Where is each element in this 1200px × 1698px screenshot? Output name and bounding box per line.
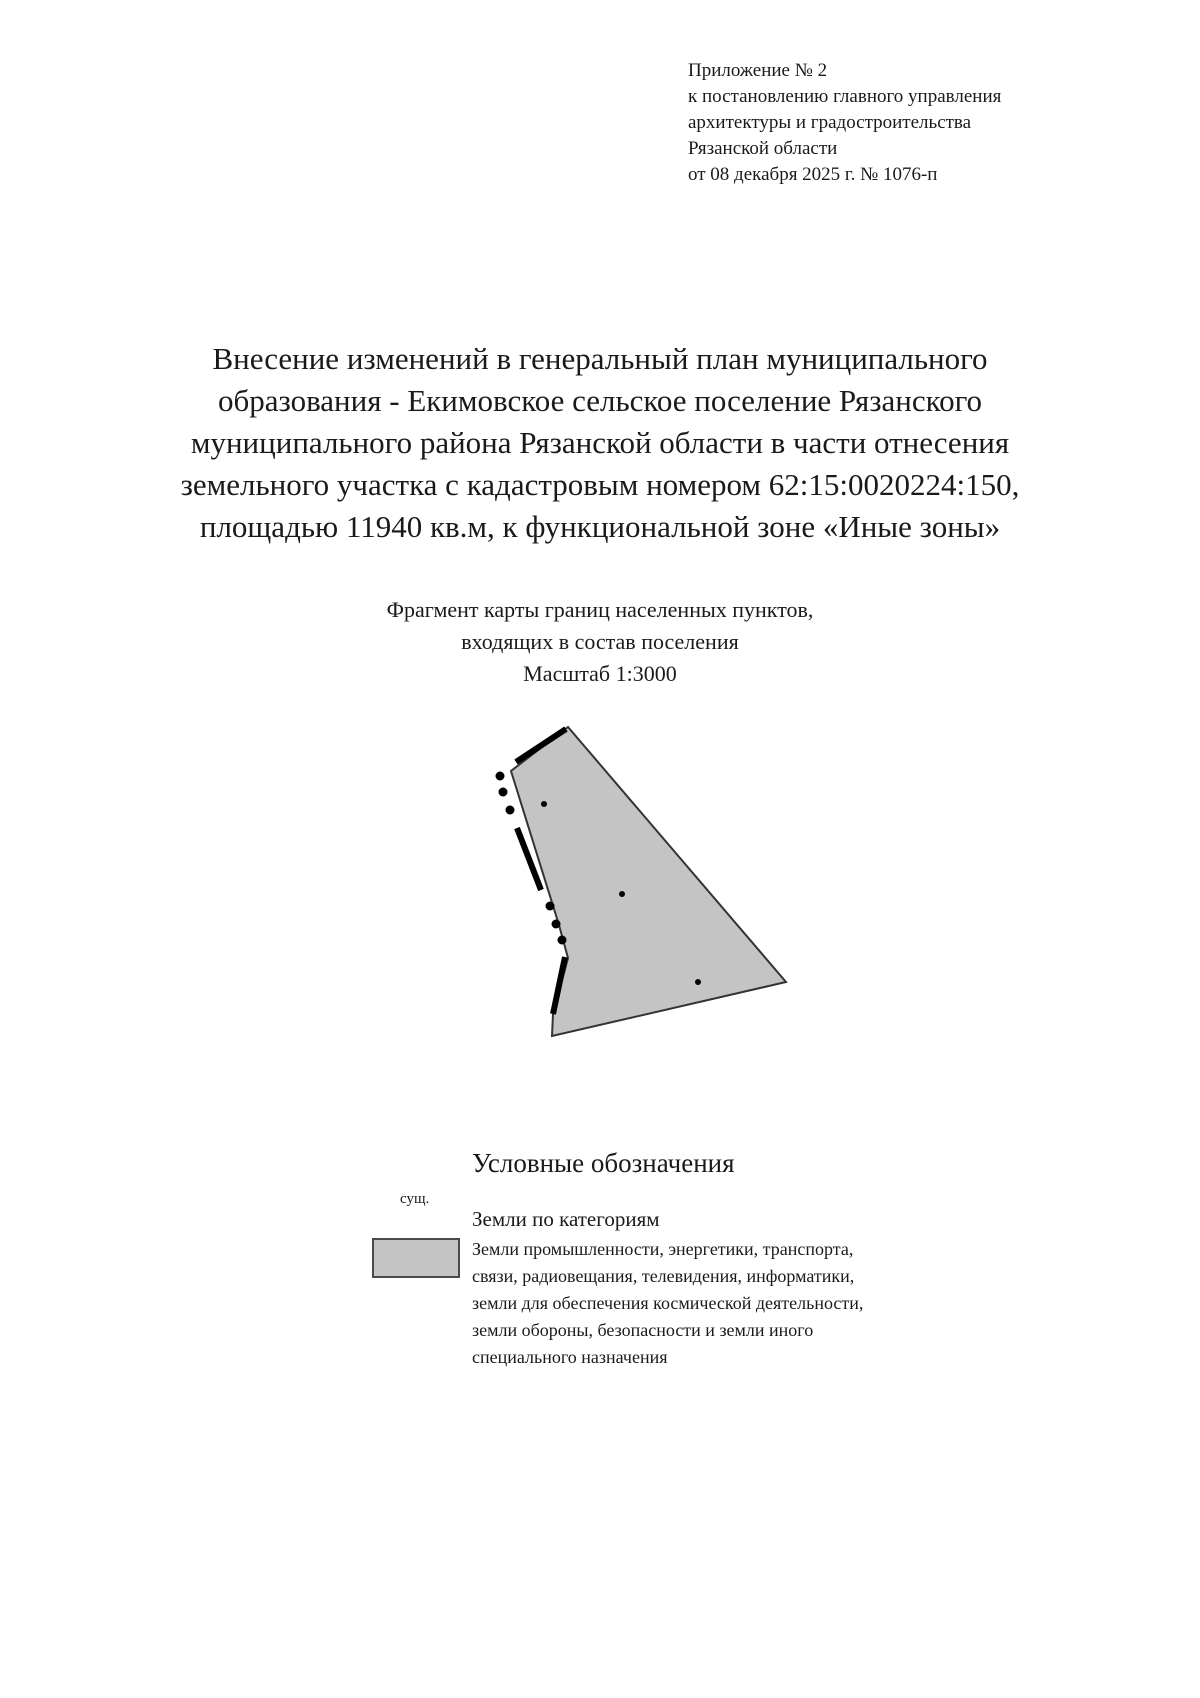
- appendix-line: архитектуры и градостроительства: [688, 112, 972, 133]
- parcel-point: [619, 891, 625, 897]
- appendix-line: Приложение № 2: [688, 60, 828, 81]
- legend-description-line: Земли промышленности, энергетики, транспорта,: [472, 1239, 854, 1259]
- parcel-area: [511, 727, 786, 1036]
- legend-category-heading: Земли по категориям: [472, 1207, 660, 1231]
- boundary-dot: [558, 936, 567, 945]
- parcel-point: [541, 801, 547, 807]
- legend-description-line: земли обороны, безопасности и земли иного: [472, 1320, 814, 1340]
- scale-label: Масштаб 1:3000: [523, 661, 677, 686]
- title-line: земельного участка с кадастровым номером 62:15:0020224:150,: [180, 467, 1020, 502]
- legend-description-line: связи, радиовещания, телевидения, информатики,: [472, 1266, 855, 1286]
- title-line: муниципального района Рязанской области в части отнесения: [190, 425, 1010, 460]
- appendix-line: от 08 декабря 2025 г. № 1076-п: [688, 164, 938, 185]
- title-line: образования - Екимовское сельское поселение Рязанского: [217, 383, 983, 418]
- legend-description-line: земли для обеспечения космической деятельности,: [472, 1293, 864, 1313]
- appendix-line: Рязанской области: [688, 138, 838, 159]
- legend-description: [472, 1236, 1032, 1371]
- subtitle-line: входящих в состав поселения: [461, 629, 739, 654]
- boundary-dot: [552, 920, 561, 929]
- title-line: площадью 11940 кв.м, к функциональной зоне «Иные зоны»: [199, 509, 1001, 544]
- legend-description-line: специального назначения: [472, 1347, 668, 1367]
- boundary-dot: [546, 902, 555, 911]
- boundary-dot: [499, 788, 508, 797]
- legend-title: Условные обозначения: [472, 1148, 735, 1178]
- subtitle-line: Фрагмент карты границ населенных пунктов,: [386, 597, 814, 622]
- legend-status-label: сущ.: [400, 1191, 430, 1207]
- title-line: Внесение изменений в генеральный план муниципального: [212, 341, 988, 376]
- boundary-dot: [496, 772, 505, 781]
- boundary-dot: [506, 806, 515, 815]
- appendix-line: к постановлению главного управления: [688, 86, 1002, 107]
- parcel-point: [695, 979, 701, 985]
- legend-swatch: [372, 1238, 460, 1278]
